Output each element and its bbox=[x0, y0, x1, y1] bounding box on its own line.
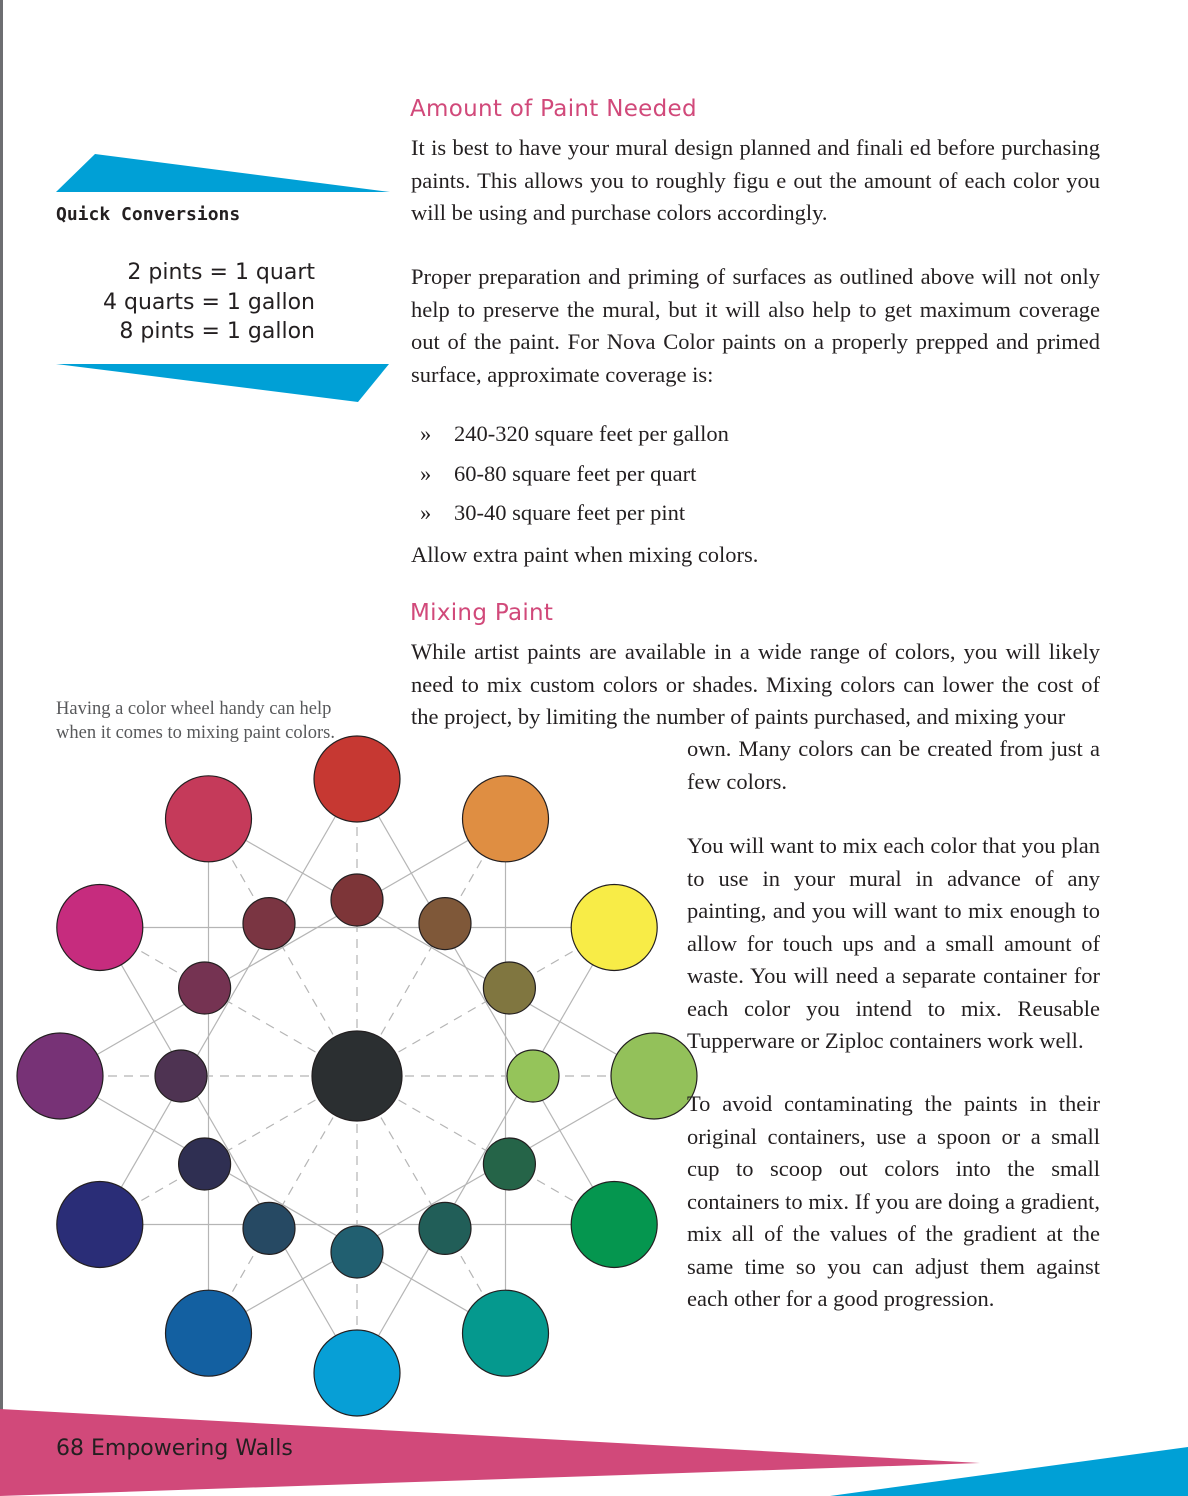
wheel-inner-swatch bbox=[507, 1050, 559, 1102]
wheel-inner-swatch bbox=[243, 1202, 295, 1254]
conversion-quarts-gallon: 4 quarts = 1 gallon bbox=[103, 289, 315, 315]
list-item bbox=[412, 458, 729, 498]
coverage-gallon: 240-320 square feet per gallon bbox=[454, 421, 729, 446]
mixing-paragraph-2: You will want to mix each color that you plan to use in your mural in advance of any painting, and you will want to mix enough to allow for touch ups and a small amount of waste. You will need a separate container for each color you intend to mix. Reusable Tupperware or Ziploc containers work well. bbox=[687, 833, 1100, 1053]
wheel-outer-swatch bbox=[463, 776, 549, 862]
sidebar-top-banner bbox=[56, 154, 390, 192]
coverage-list bbox=[412, 418, 729, 537]
list-item bbox=[412, 497, 729, 537]
wheel-outer-swatch bbox=[57, 1182, 143, 1268]
wheel-inner-swatch bbox=[419, 898, 471, 950]
mixing-paragraph-1-continued: own. Many colors can be created from just a few colors. bbox=[687, 736, 1100, 794]
wheel-center-swatch bbox=[312, 1031, 402, 1121]
wheel-outer-swatch bbox=[314, 736, 400, 822]
bullet-mark: » bbox=[420, 460, 432, 486]
coverage-quart: 60-80 square feet per quart bbox=[454, 460, 697, 486]
bullet-mark: » bbox=[420, 500, 432, 525]
wheel-outer-swatch bbox=[611, 1033, 697, 1119]
heading-amount-of-paint: Amount of Paint Needed bbox=[410, 96, 697, 122]
wheel-outer-swatch bbox=[17, 1033, 103, 1119]
heading-mixing-paint: Mixing Paint bbox=[410, 600, 554, 626]
color-wheel bbox=[17, 736, 697, 1416]
amount-paragraph-1: It is best to have your mural design planned and finali ed before purchasing paints. This allows you to roughly figu e out the amount of each color you will be using and purchase colors accordingly. bbox=[411, 135, 1100, 225]
wheel-outer-swatch bbox=[463, 1290, 549, 1376]
quick-conversions-list bbox=[103, 258, 315, 347]
mixing-paragraph-3: To avoid contaminating the paints in their original containers, use a spoon or a small cup to scoop out colors into the small containers to mix. If you are doing a gradient, mix all of the values of the gradient at the same time so you can adjust them against each other for a good progression. bbox=[687, 1091, 1100, 1311]
wheel-outer-swatch bbox=[571, 1182, 657, 1268]
wheel-outer-swatch bbox=[166, 776, 252, 862]
wheel-inner-swatch bbox=[419, 1202, 471, 1254]
wheel-outer-swatch bbox=[57, 885, 143, 971]
wheel-inner-swatch bbox=[331, 874, 383, 926]
wheel-inner-swatch bbox=[155, 1050, 207, 1102]
sidebar-bottom-banner bbox=[56, 364, 389, 402]
bullet-mark: » bbox=[420, 421, 432, 446]
coverage-pint: 30-40 square feet per pint bbox=[454, 500, 686, 525]
footer-blue-band bbox=[830, 1447, 1188, 1496]
quick-conversions-title: Quick Conversions bbox=[56, 204, 241, 225]
wheel-inner-swatch bbox=[179, 1138, 231, 1190]
wheel-outer-swatch bbox=[571, 885, 657, 971]
mixing-paragraph-1: While artist paints are available in a wide range of colors, you will likely need to mix custom colors or shades. Mixing colors can lower the cost of the project, by limiting the number of paints purchased, and mixing your bbox=[411, 639, 1100, 729]
wheel-outer-swatch bbox=[166, 1290, 252, 1376]
wheel-inner-swatch bbox=[179, 962, 231, 1014]
conversion-pints-gallon: 8 pints = 1 gallon bbox=[119, 319, 315, 344]
conversion-pints-quart: 2 pints = 1 quart bbox=[127, 260, 315, 285]
wheel-inner-swatch bbox=[331, 1226, 383, 1278]
wheel-inner-swatch bbox=[243, 898, 295, 950]
page-footer-label: 68 Empowering Walls bbox=[56, 1436, 293, 1461]
wheel-inner-swatch bbox=[483, 1138, 535, 1190]
wheel-inner-swatch bbox=[483, 962, 535, 1014]
color-wheel-caption: Having a color wheel handy can help when it comes to mixing paint colors. bbox=[56, 699, 335, 743]
amount-paragraph-3: Allow extra paint when mixing colors. bbox=[411, 542, 759, 567]
amount-paragraph-2: Proper preparation and priming of surfaces as outlined above will not only help to preserve the mural, but it will also help to get maximum coverage out of the paint. For Nova Color paints on a properly prepped and primed surface, approximate coverage is: bbox=[411, 264, 1100, 387]
list-item bbox=[412, 418, 729, 458]
wheel-outer-swatch bbox=[314, 1330, 400, 1416]
